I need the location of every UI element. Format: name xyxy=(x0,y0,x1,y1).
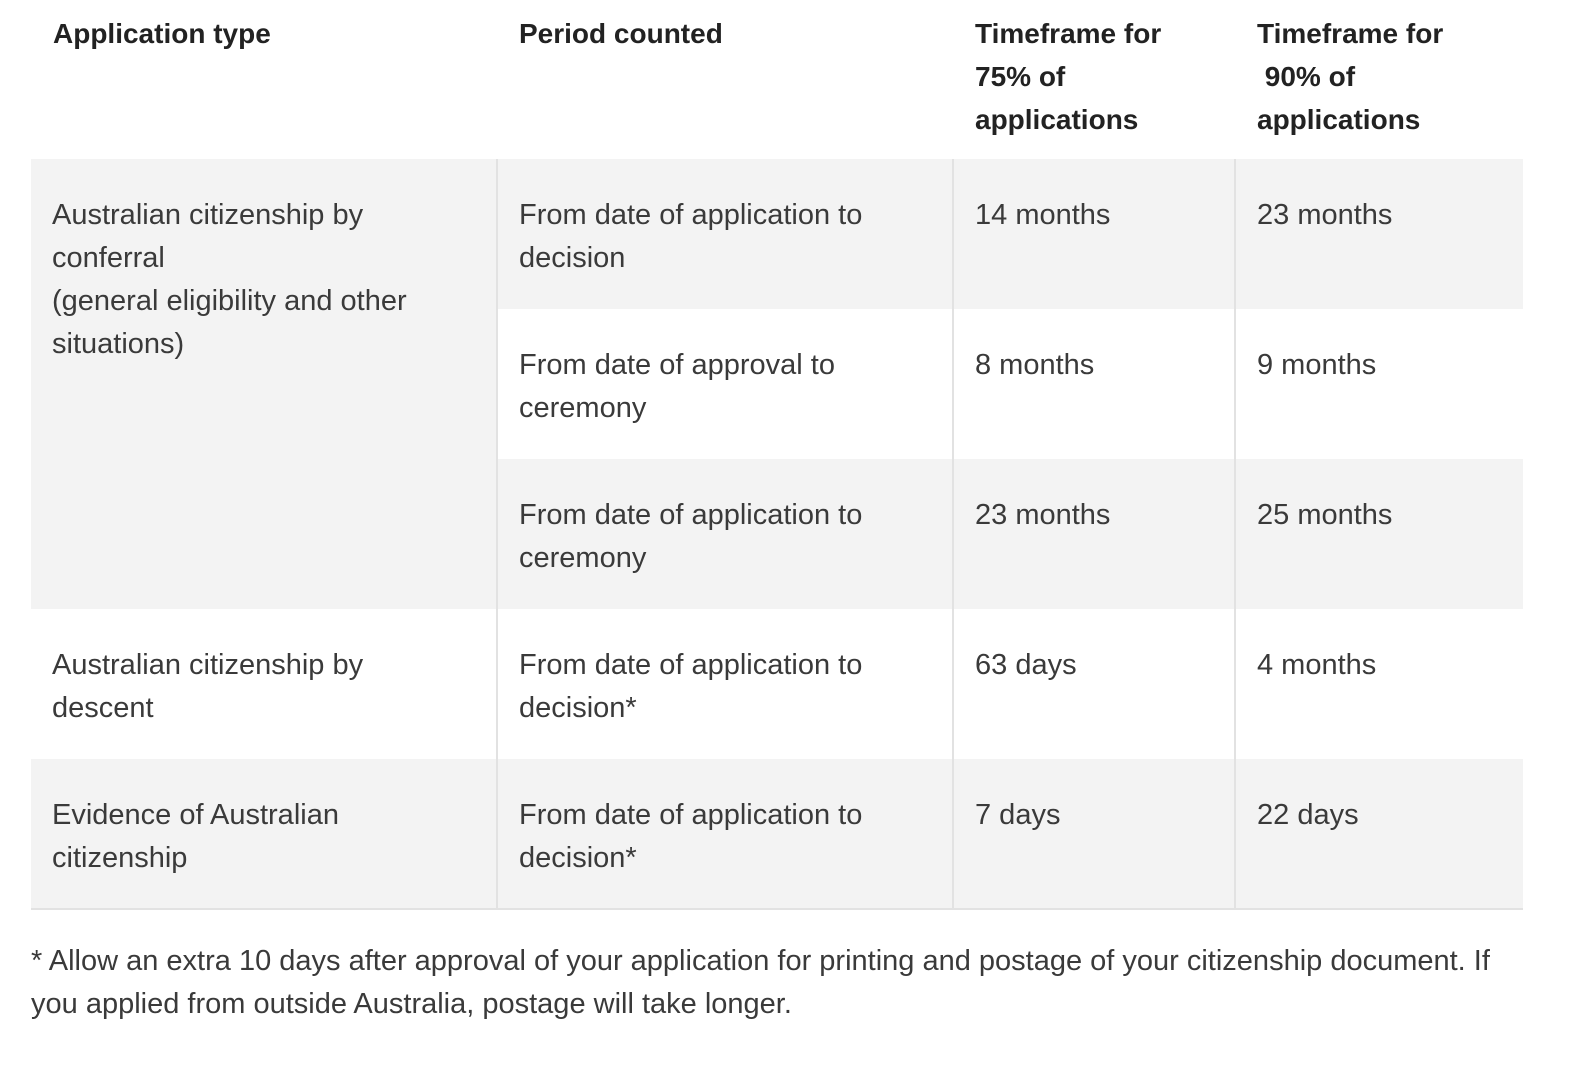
timeframe-75-cell: 7 days xyxy=(953,759,1235,909)
application-type-line: (general eligibility and other xyxy=(52,285,407,317)
table-row xyxy=(31,609,1523,759)
table-header xyxy=(31,0,1523,159)
header-row xyxy=(31,0,1523,159)
processing-times-table xyxy=(31,0,1523,910)
header-period-counted-label: Period counted xyxy=(519,18,723,49)
application-type-line: Australian citizenship by xyxy=(52,649,364,681)
header-application-type xyxy=(31,0,497,159)
application-type-cell xyxy=(31,609,497,759)
timeframe-75-cell: 14 months xyxy=(953,159,1235,309)
application-type-cell xyxy=(31,159,497,609)
period-cell xyxy=(497,159,953,309)
application-type-line: Australian citizenship by xyxy=(52,199,364,231)
period-cell xyxy=(497,759,953,909)
header-timeframe-90-line: applications xyxy=(1257,104,1421,135)
period-cell xyxy=(497,609,953,759)
period-line: ceremony xyxy=(519,392,647,424)
table-body xyxy=(31,159,1523,909)
period-line: From date of approval to xyxy=(519,349,835,381)
application-type-cell xyxy=(31,759,497,909)
header-timeframe-75-line: Timeframe for xyxy=(975,18,1162,49)
footnote-line: * Allow an extra 10 days after approval of your application for printing and postage of your citizenship document. If xyxy=(31,945,1490,977)
period-line: From date of application to xyxy=(519,799,863,831)
header-timeframe-75-line: applications xyxy=(975,104,1139,135)
period-cell xyxy=(497,309,953,459)
header-timeframe-90 xyxy=(1235,0,1523,159)
timeframe-75-cell: 23 months xyxy=(953,459,1235,609)
period-line: From date of application to xyxy=(519,199,863,231)
timeframe-90-cell: 9 months xyxy=(1235,309,1523,459)
period-line: From date of application to xyxy=(519,649,863,681)
footnote xyxy=(31,940,1531,1026)
timeframe-75-cell: 63 days xyxy=(953,609,1235,759)
period-line: decision* xyxy=(519,692,637,724)
period-cell xyxy=(497,459,953,609)
timeframe-90-cell: 22 days xyxy=(1235,759,1523,909)
period-line: decision* xyxy=(519,842,637,874)
table-row xyxy=(31,759,1523,909)
footnote-line: you applied from outside Australia, postage will take longer. xyxy=(31,988,792,1020)
header-period-counted xyxy=(497,0,953,159)
period-line: From date of application to xyxy=(519,499,863,531)
timeframe-90-cell: 25 months xyxy=(1235,459,1523,609)
application-type-line: descent xyxy=(52,692,154,724)
application-type-line: Evidence of Australian xyxy=(52,799,339,831)
header-timeframe-75 xyxy=(953,0,1235,159)
period-line: ceremony xyxy=(519,542,647,574)
header-timeframe-90-line: Timeframe for xyxy=(1257,18,1444,49)
header-timeframe-75-line: 75% of xyxy=(975,61,1066,92)
application-type-line: conferral xyxy=(52,242,165,274)
period-line: decision xyxy=(519,242,626,274)
header-application-type-label: Application type xyxy=(53,18,271,49)
timeframe-75-cell: 8 months xyxy=(953,309,1235,459)
timeframe-90-cell: 4 months xyxy=(1235,609,1523,759)
header-timeframe-90-line: 90% of xyxy=(1257,61,1356,92)
application-type-line: citizenship xyxy=(52,842,188,874)
application-type-line: situations) xyxy=(52,328,185,360)
table-row xyxy=(31,159,1523,309)
timeframe-90-cell: 23 months xyxy=(1235,159,1523,309)
